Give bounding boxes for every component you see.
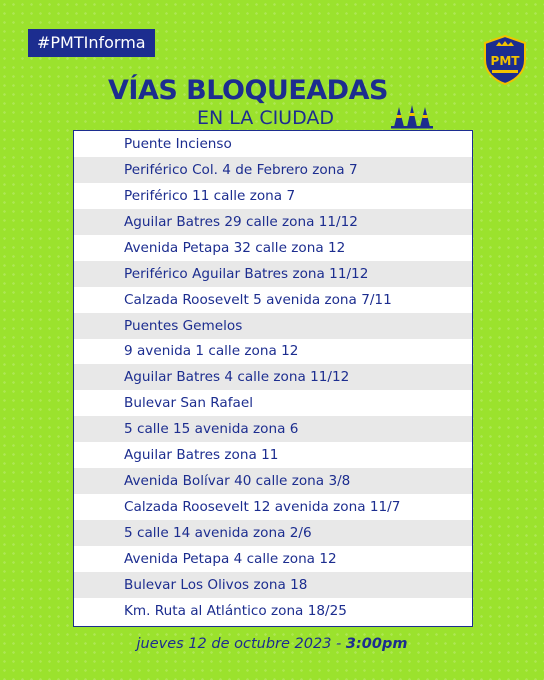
list-item: Avenida Bolívar 40 calle zona 3/8 [74, 468, 472, 494]
list-item: 5 calle 14 avenida zona 2/6 [74, 520, 472, 546]
list-item: Bulevar San Rafael [124, 395, 253, 412]
title-main: VÍAS BLOQUEADAS [108, 75, 388, 106]
footer-time: 3:00pm [345, 636, 408, 652]
list-item: Km. Ruta al Atlántico zona 18/25 [124, 602, 347, 619]
title-sub: EN LA CIUDAD [197, 107, 335, 129]
blocked-roads-list [73, 130, 473, 627]
list-item: Aguilar Batres 4 calle zona 11/12 [74, 364, 472, 390]
list-item: Aguilar Batres zona 11 [124, 447, 279, 464]
list-item: Bulevar Los Olivos zona 18 [74, 572, 472, 598]
list-item: Avenida Petapa 4 calle zona 12 [124, 550, 337, 567]
hashtag-label: #PMTInforma [28, 29, 155, 57]
list-item: Avenida Petapa 32 calle zona 12 [124, 239, 346, 256]
footer-timestamp [0, 636, 544, 652]
traffic-cones-icon [390, 103, 434, 129]
list-item: Periférico Col. 4 de Febrero zona 7 [74, 157, 472, 183]
badge-text: PMT [490, 54, 520, 68]
list-item: Calzada Roosevelt 12 avenida zona 11/7 [124, 499, 401, 516]
list-item: Periférico 11 calle zona 7 [124, 187, 296, 204]
footer-date: jueves 12 de octubre 2023 - [136, 636, 346, 652]
list-item: Aguilar Batres 29 calle zona 11/12 [74, 209, 472, 235]
list-item: 5 calle 15 avenida zona 6 [74, 416, 472, 442]
pmt-shield-icon [482, 34, 528, 86]
list-item: Calzada Roosevelt 5 avenida zona 7/11 [124, 291, 392, 308]
list-item: 9 avenida 1 calle zona 12 [124, 343, 299, 360]
list-item: Puente Incienso [124, 135, 232, 152]
list-item: Periférico Aguilar Batres zona 11/12 [74, 261, 472, 287]
list-item: Puentes Gemelos [74, 313, 472, 339]
